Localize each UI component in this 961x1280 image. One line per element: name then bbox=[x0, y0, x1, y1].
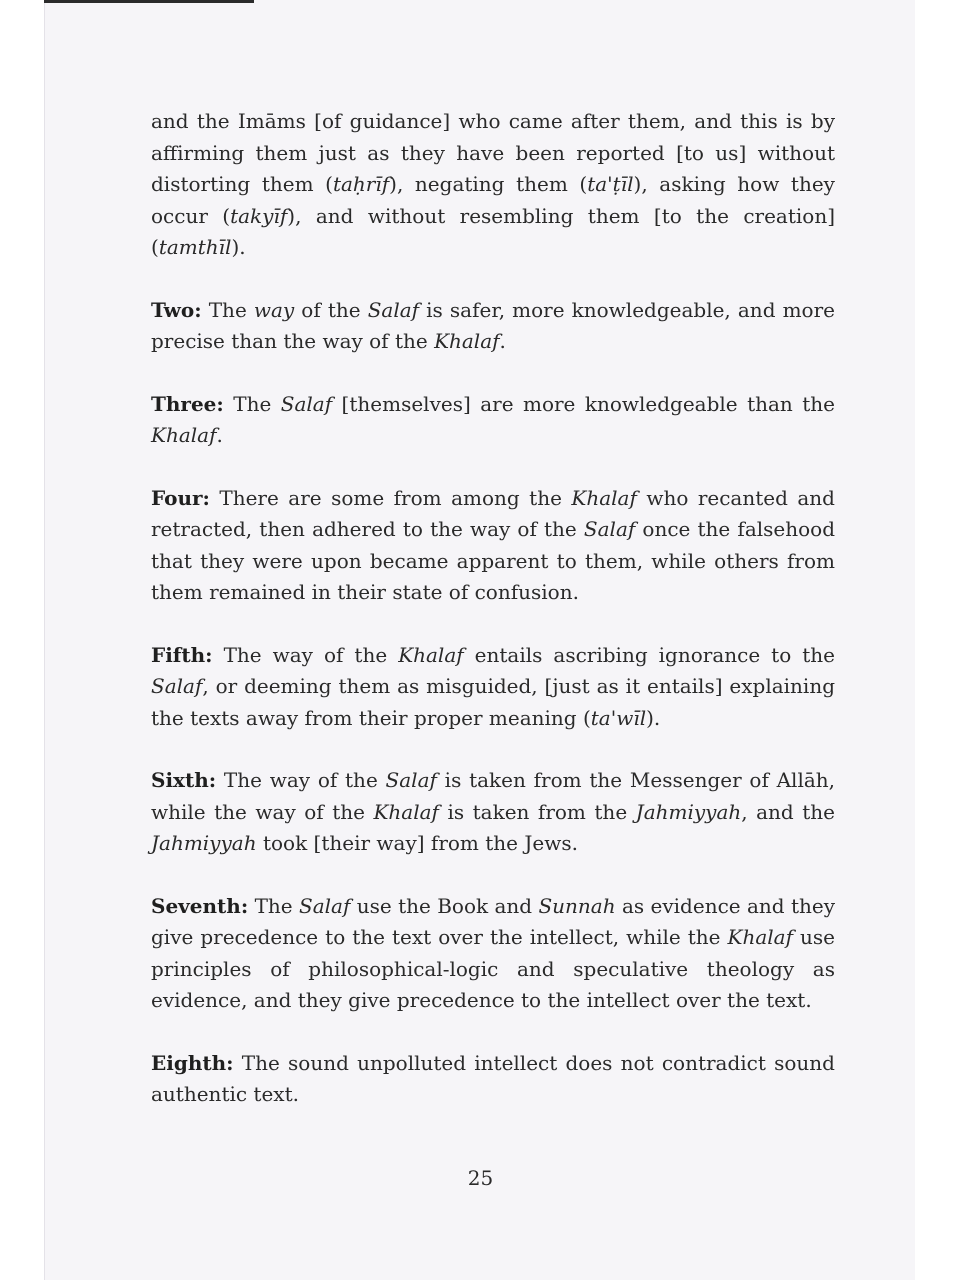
point-label: Three: bbox=[151, 391, 224, 416]
page-body bbox=[151, 106, 835, 1142]
paragraph-fifth: Fifth: The way of the Khalaf entails ascribing ignorance to the Salaf, or deeming them as misguided, [just as it entails] explaining the texts away from their proper meaning (ta'wīl). bbox=[151, 642, 835, 730]
point-label: Seventh: bbox=[151, 893, 249, 918]
point-label: Sixth: bbox=[151, 768, 217, 792]
paragraph-two: Two: The way of the Salaf is safer, more knowledgeable, and more precise than the way of the Khalaf. bbox=[151, 297, 835, 353]
page-number: 25 bbox=[467, 1166, 494, 1190]
paragraph-eighth: Eighth: The sound unpolluted intellect does not contradict sound authentic text. bbox=[151, 1050, 835, 1106]
point-label: Fifth: bbox=[151, 642, 213, 667]
paragraph-sixth: Sixth: The way of the Salaf is taken from the Messenger of Allāh, while the way of the Khalaf is taken from the Jahmiyyah, and the Jahmiyyah took [their way] from the Jews. bbox=[151, 768, 836, 855]
paragraph-three: Three: The Salaf [themselves] are more knowledgeable than the Khalaf. bbox=[151, 391, 835, 447]
point-label: Two: bbox=[151, 297, 202, 322]
paragraph-four: Four: There are some from among the Khalaf who recanted and retracted, then adhered to the way of the Salaf once the falsehood that they were upon became apparent to them, while others from them remained in their state of confusion. bbox=[151, 485, 835, 604]
point-label: Four: bbox=[151, 485, 210, 510]
paragraph-continuation: and the Imāms [of guidance] who came after them, and this is by affirming them just as they have been reported [to us] without distorting them (taḥrīf), negating them (ta'ṭīl), asking how they occur (takyīf), and without resembling them [to the creation] (tamthīl). bbox=[151, 109, 836, 259]
page-edge-line bbox=[44, 0, 254, 3]
point-label: Eighth: bbox=[151, 1050, 234, 1075]
paragraph-seventh: Seventh: The Salaf use the Book and Sunnah as evidence and they give precedence to the text over the intellect, while the Khalaf use principles of philosophical-logic and speculative theology as evidence, and they give precedence to the intellect over the text. bbox=[151, 893, 836, 1012]
